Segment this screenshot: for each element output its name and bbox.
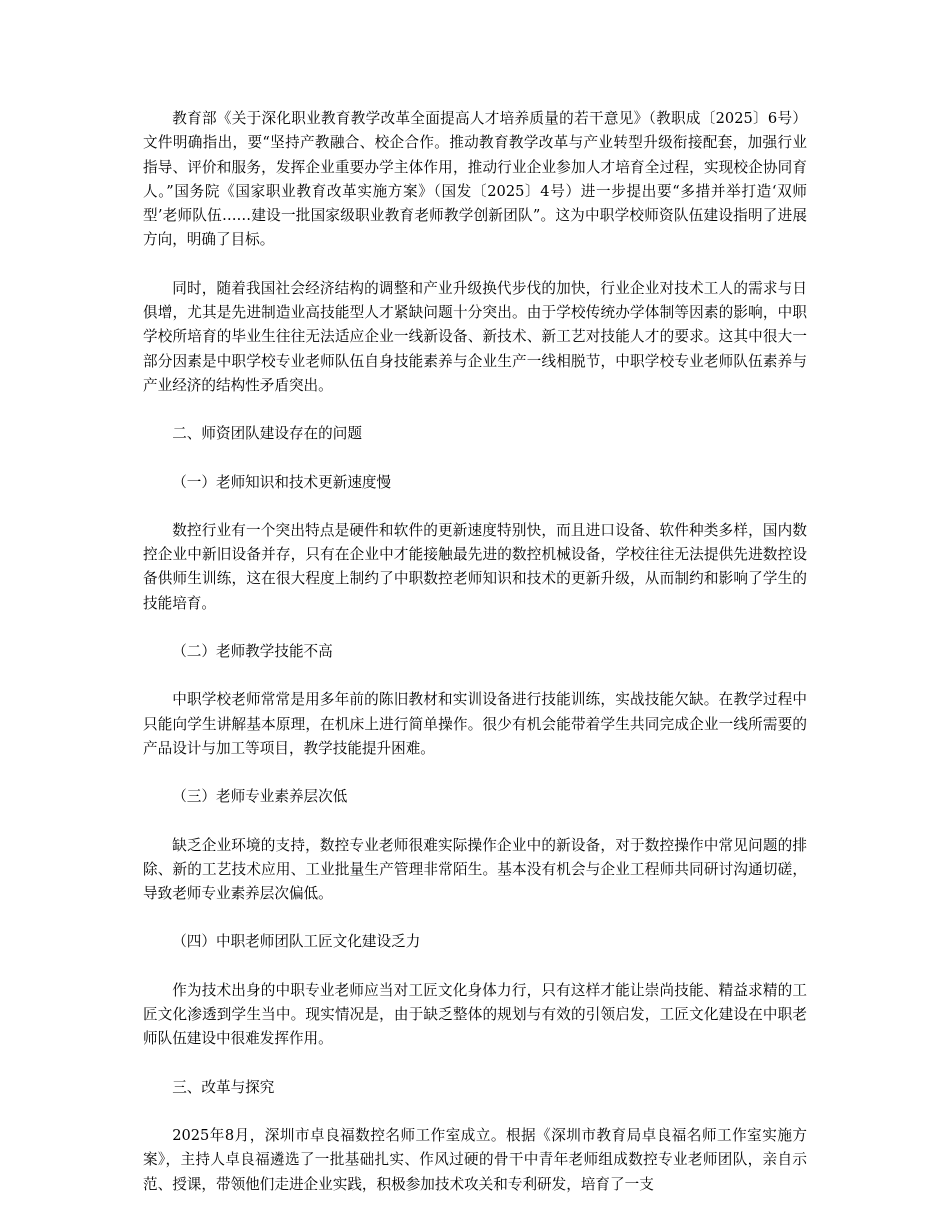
paragraph-professional-quality: 缺乏企业环境的支持，数控专业老师很难实际操作企业中的新设备，对于数控操作中常见问题的排除、新的工艺技术应用、工业批量生产管理非常陌生。基本没有机会与企业工程师共同研讨沟通切磋，导致老师专业素养层次偏低。 [143,836,807,903]
document-body [143,107,807,1197]
intro-paragraph-policy: 教育部《关于深化职业教育教学改革全面提高人才培养质量的若干意见》（教职成〔2025〕6号）文件明确指出，要“坚持产教融合、校企合作。推动教育教学改革与产业转型升级衔接配套，加强行业指导、评价和服务，发挥企业重要办学主体作用，推动行业企业参加人才培育全过程，实现校企协同育人。”国务院《国家职业教育改革实施方案》（国发〔2025〕4号）进一步提出要“多措并举打造‘双师型’老师队伍……建设一批国家级职业教育老师教学创新团队”。这为中职学校师资队伍建设指明了进展方向，明确了目标。 [143,110,807,249]
intro-paragraph-industry: 同时，随着我国社会经济结构的调整和产业升级换代步伐的加快，行业企业对技术工人的需求与日俱增，尤其是先进制造业高技能型人才紧缺问题十分突出。由于学校传统办学体制等因素的影响，中职学校所培育的毕业生往往无法适应企业一线新设备、新技术、新工艺对技能人才的要求。这其中很大一部分因素是中职学校专业老师队伍自身技能素养与企业生产一线相脱节，中职学校专业老师队伍素养与产业经济的结构性矛盾突出。 [143,279,807,394]
paragraph-knowledge-update: 数控行业有一个突出特点是硬件和软件的更新速度特别快，而且进口设备、软件种类多样，国内数控企业中新旧设备并存，只有在企业中才能接触最先进的数控机械设备，学校往往无法提供先进数控设备供师生训练，这在很大程度上制约了中职数控老师知识和技术的更新升级，从而制约和影响了学生的技能培育。 [143,521,807,612]
subheading-craftsman-culture: （四）中职老师团队工匠文化建设乏力 [172,933,421,951]
paragraph-craftsman-culture: 作为技术出身的中职专业老师应当对工匠文化身体力行，只有这样才能让崇尚技能、精益求精的工匠文化渗透到学生当中。现实情况是，由于缺乏整体的规划与有效的引领启发，工匠文化建设在中职老师队伍建设中很难发挥作用。 [143,981,807,1048]
subheading-teaching-skills: （二）老师教学技能不高 [172,643,333,661]
paragraph-teaching-skills: 中职学校老师常常是用多年前的陈旧教材和实训设备进行技能训练，实战技能欠缺。在教学过程中只能向学生讲解基本原理，在机床上进行简单操作。很少有机会能带着学生共同完成企业一线所需要的产品设计与加工等项目，教学技能提升困难。 [143,691,807,757]
paragraph-reform: 2025年8月，深圳市卓良福数控名师工作室成立。根据《深圳市教育局卓良福名师工作室实施方案》，主持人卓良福遴选了一批基础扎实、作风过硬的骨干中青年老师组成数控专业老师团队，亲自示范、授课，带领他们走进企业实践，积极参加技术攻关和专利研发，培育了一支 [143,1126,807,1193]
subheading-professional-quality: （三）老师专业素养层次低 [172,788,348,806]
section-heading-problems: 二、师资团队建设存在的问题 [172,425,362,443]
subheading-knowledge-update: （一）老师知识和技术更新速度慢 [172,473,392,491]
section-heading-reform: 三、改革与探究 [172,1078,275,1096]
